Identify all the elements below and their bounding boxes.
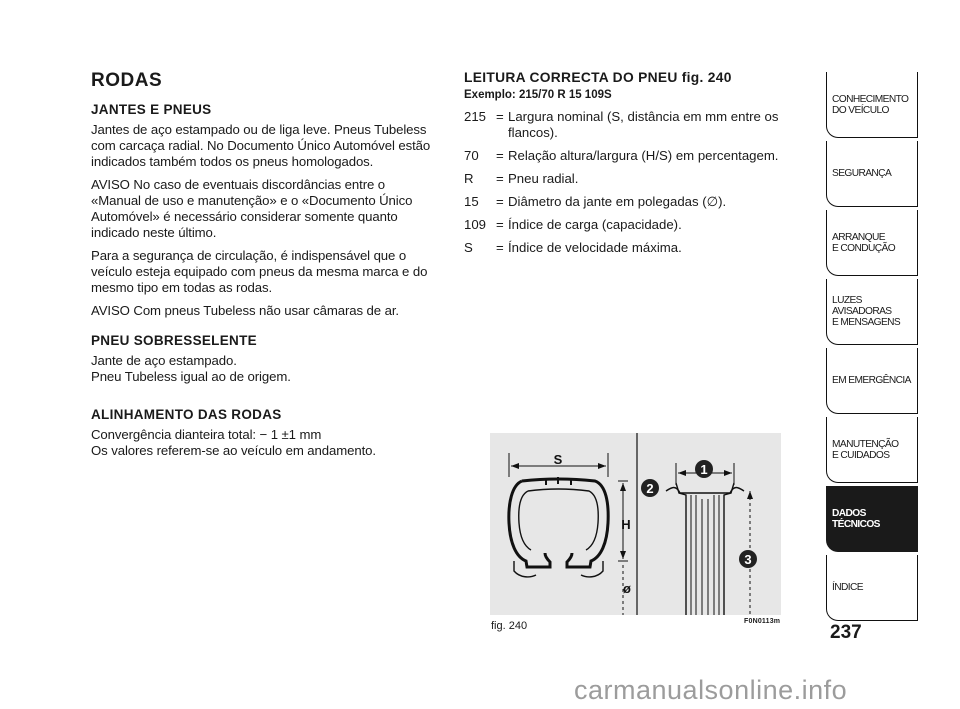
section-title-wheel-alignment: ALINHAMENTO DAS RODAS xyxy=(91,407,282,422)
label-diameter: ø xyxy=(623,581,631,596)
tyre-code-description: Índice de velocidade máxima. xyxy=(508,240,682,255)
chapter-tab-label: LUZES AVISADORAS E MENSAGENS xyxy=(832,295,901,328)
chapter-tab[interactable] xyxy=(826,348,918,414)
chapter-tab[interactable] xyxy=(826,279,918,345)
right-column xyxy=(464,70,804,263)
tyre-code-row xyxy=(464,148,804,164)
arrow-head xyxy=(620,551,626,559)
tyre-code-description: Relação altura/largura (H/S) em percentagem. xyxy=(508,148,779,163)
chapter-tab-label: ÍNDICE xyxy=(832,582,863,593)
tyre-code-value: R xyxy=(464,171,474,186)
paragraph: AVISO Com pneus Tubeless não usar câmaras de ar. xyxy=(91,303,399,318)
tyre-code-value: 109 xyxy=(464,217,487,232)
section-title-spare-tyre: PNEU SOBRESSELENTE xyxy=(91,333,257,348)
paragraph: AVISO No caso de eventuais discordâncias entre o «Manual de uso e manutenção» e o «Documento Único Automóvel» é necessário considerar somente quanto indicado neste último. xyxy=(91,177,413,240)
badge-3-label: 3 xyxy=(744,552,752,567)
arrow-head xyxy=(747,491,753,499)
tyre-code-row xyxy=(464,194,804,210)
tyre-inner-wall xyxy=(519,489,598,550)
arrow-head xyxy=(598,463,606,469)
chapter-tab[interactable] xyxy=(826,555,918,621)
equals-sign: = xyxy=(496,194,504,209)
section-title-tyre-reading: LEITURA CORRECTA DO PNEU fig. 240 xyxy=(464,70,732,85)
tyre-code-row xyxy=(464,217,804,233)
example-code: Exemplo: 215/70 R 15 109S xyxy=(464,89,612,101)
arrow-head xyxy=(620,483,626,491)
chapter-tab-label: EM EMERGÊNCIA xyxy=(832,375,911,386)
arrow-head xyxy=(724,470,732,476)
arrow-head xyxy=(678,470,686,476)
badge-1-label: 1 xyxy=(700,462,708,477)
arrow-head xyxy=(511,463,519,469)
figure-caption: fig. 240 xyxy=(491,620,528,632)
text-line: Jante de aço estampado. xyxy=(91,353,237,368)
page-title: RODAS xyxy=(91,70,163,91)
label-h: H xyxy=(621,517,631,532)
equals-sign: = xyxy=(496,109,504,124)
tyre-diagram-svg xyxy=(490,433,781,615)
tyre-code-description: Largura nominal (S, distância em mm entre os flancos). xyxy=(508,109,779,140)
tyre-diagram xyxy=(490,433,781,615)
tyre-code-value: S xyxy=(464,240,473,255)
chapter-tab-label: DADOS TÉCNICOS xyxy=(832,507,880,530)
tyre-code-row xyxy=(464,240,804,256)
chapter-tab[interactable] xyxy=(826,417,918,483)
watermark: carmanualsonline.info xyxy=(574,675,848,705)
equals-sign: = xyxy=(496,148,504,163)
page-number: 237 xyxy=(830,622,862,643)
equals-sign: = xyxy=(496,171,504,186)
tyre-code-value: 70 xyxy=(464,148,479,163)
tyre-code-row xyxy=(464,109,804,141)
chapter-tab-label: ARRANQUE E CONDUÇÃO xyxy=(832,231,896,254)
tyre-outer-left xyxy=(509,481,550,567)
tyre-code-description: Pneu radial. xyxy=(508,171,579,186)
label-s: S xyxy=(553,452,563,467)
tyre-code-row xyxy=(464,171,804,187)
text-line: Pneu Tubeless igual ao de origem. xyxy=(91,369,291,384)
chapter-tab[interactable] xyxy=(826,486,918,552)
figure-code: F0N0113m xyxy=(744,618,781,625)
tyre-code-description: Diâmetro da jante em polegadas (∅). xyxy=(508,194,727,209)
chapter-tab[interactable] xyxy=(826,72,918,138)
chapter-tab[interactable] xyxy=(826,210,918,276)
equals-sign: = xyxy=(496,240,504,255)
paragraph: Jantes de aço estampado ou de liga leve. Pneus Tubeless com carcaça radial. No Documento Único Automóvel estão indicados também todos os pneus homologados. xyxy=(91,122,431,169)
section-title-rims-tyres: JANTES E PNEUS xyxy=(91,102,212,117)
chapter-tab[interactable] xyxy=(826,141,918,207)
tyre-outer-right xyxy=(522,479,608,567)
text-line: Os valores referem-se ao veículo em andamento. xyxy=(91,443,376,458)
chapter-tabs xyxy=(826,72,918,624)
left-column xyxy=(91,70,436,466)
paragraph: Para a segurança de circulação, é indispensável que o veículo esteja equipado com pneus da mesma marca e do mesmo tipo em todas as rodas. xyxy=(91,248,428,295)
tyre-code-description: Índice de carga (capacidade). xyxy=(508,217,682,232)
text-line: Convergência dianteira total: − 1 ±1 mm xyxy=(91,427,322,442)
tyre-code-value: 215 xyxy=(464,109,487,124)
tyre-code-list xyxy=(464,109,804,256)
chapter-tab-label: SEGURANÇA xyxy=(832,168,892,179)
equals-sign: = xyxy=(496,217,504,232)
rim-profile xyxy=(676,483,734,615)
chapter-tab-label: CONHECIMENTO DO VEÍCULO xyxy=(832,93,909,116)
tyre-code-value: 15 xyxy=(464,194,479,209)
chapter-tab-label: MANUTENÇÃO E CUIDADOS xyxy=(832,438,899,461)
badge-2-label: 2 xyxy=(646,481,654,496)
